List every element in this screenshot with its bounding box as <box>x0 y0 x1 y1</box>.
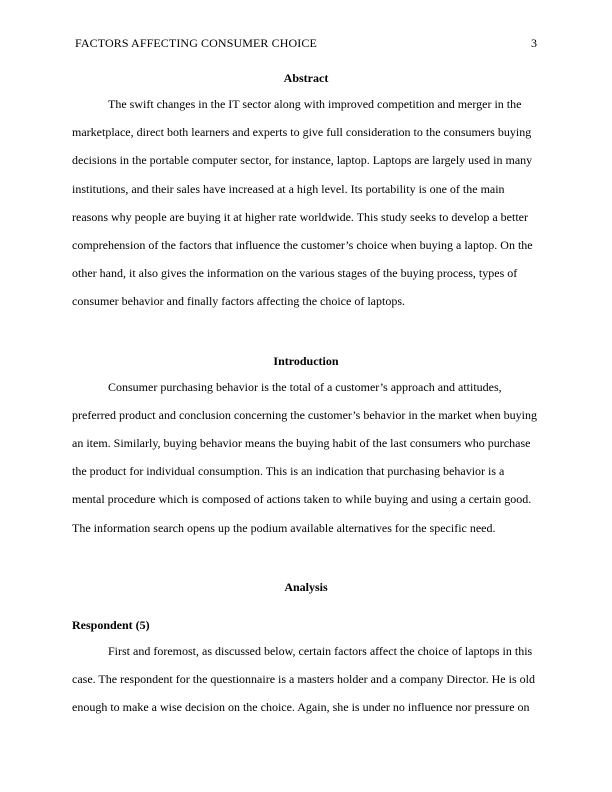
running-head: FACTORS AFFECTING CONSUMER CHOICE <box>75 36 317 50</box>
analysis-line: enough to make a wise decision on the choice. Again, she is under no influence nor pressure on <box>72 700 530 715</box>
analysis-line: case. The respondent for the questionnaire is a masters holder and a company Director. He is old <box>72 672 535 687</box>
abstract-line: consumer behavior and finally factors affecting the choice of laptops. <box>72 294 405 309</box>
introduction-heading: Introduction <box>273 353 339 368</box>
introduction-paragraph <box>72 373 540 542</box>
analysis-paragraph <box>72 637 540 722</box>
abstract-line: reasons why people are buying it at higher rate worldwide. This study seeks to develop a better <box>72 209 528 224</box>
analysis-heading: Analysis <box>284 579 328 594</box>
respondent-subheading: Respondent (5) <box>72 617 150 632</box>
introduction-line: the product for individual consumption. This is an indication that purchasing behavior is a <box>72 464 505 479</box>
abstract-line: institutions, and their sales have increased at a high level. Its portability is one of the main <box>72 181 505 196</box>
abstract-line: marketplace, direct both learners and experts to give full consideration to the consumers buying <box>72 125 532 140</box>
introduction-line: preferred product and conclusion concerning the customer’s behavior in the market when buying <box>72 407 537 422</box>
abstract-line: The swift changes in the IT sector along with improved competition and merger in the <box>108 97 522 111</box>
abstract-heading: Abstract <box>283 71 329 85</box>
introduction-line: The information search opens up the podium available alternatives for the specific need. <box>72 520 496 535</box>
introduction-line: an item. Similarly, buying behavior means the buying habit of the last consumers who purchase <box>72 436 531 451</box>
abstract-paragraph <box>72 90 540 316</box>
introduction-line: mental procedure which is composed of actions taken to while buying and using a certain good. <box>72 492 532 507</box>
abstract-line: comprehension of the factors that influence the customer’s choice when buying a laptop. On the <box>72 238 533 253</box>
analysis-line: First and foremost, as discussed below, certain factors affect the choice of laptops in this <box>108 643 533 658</box>
abstract-line: decisions in the portable computer sector, for instance, laptop. Laptops are largely used in many <box>72 153 533 168</box>
abstract-line: other hand, it also gives the information on the various stages of the buying process, types of <box>72 266 518 281</box>
page-number: 3 <box>531 36 537 50</box>
introduction-line: Consumer purchasing behavior is the total of a customer’s approach and attitudes, <box>108 379 502 394</box>
body-text <box>72 68 540 721</box>
